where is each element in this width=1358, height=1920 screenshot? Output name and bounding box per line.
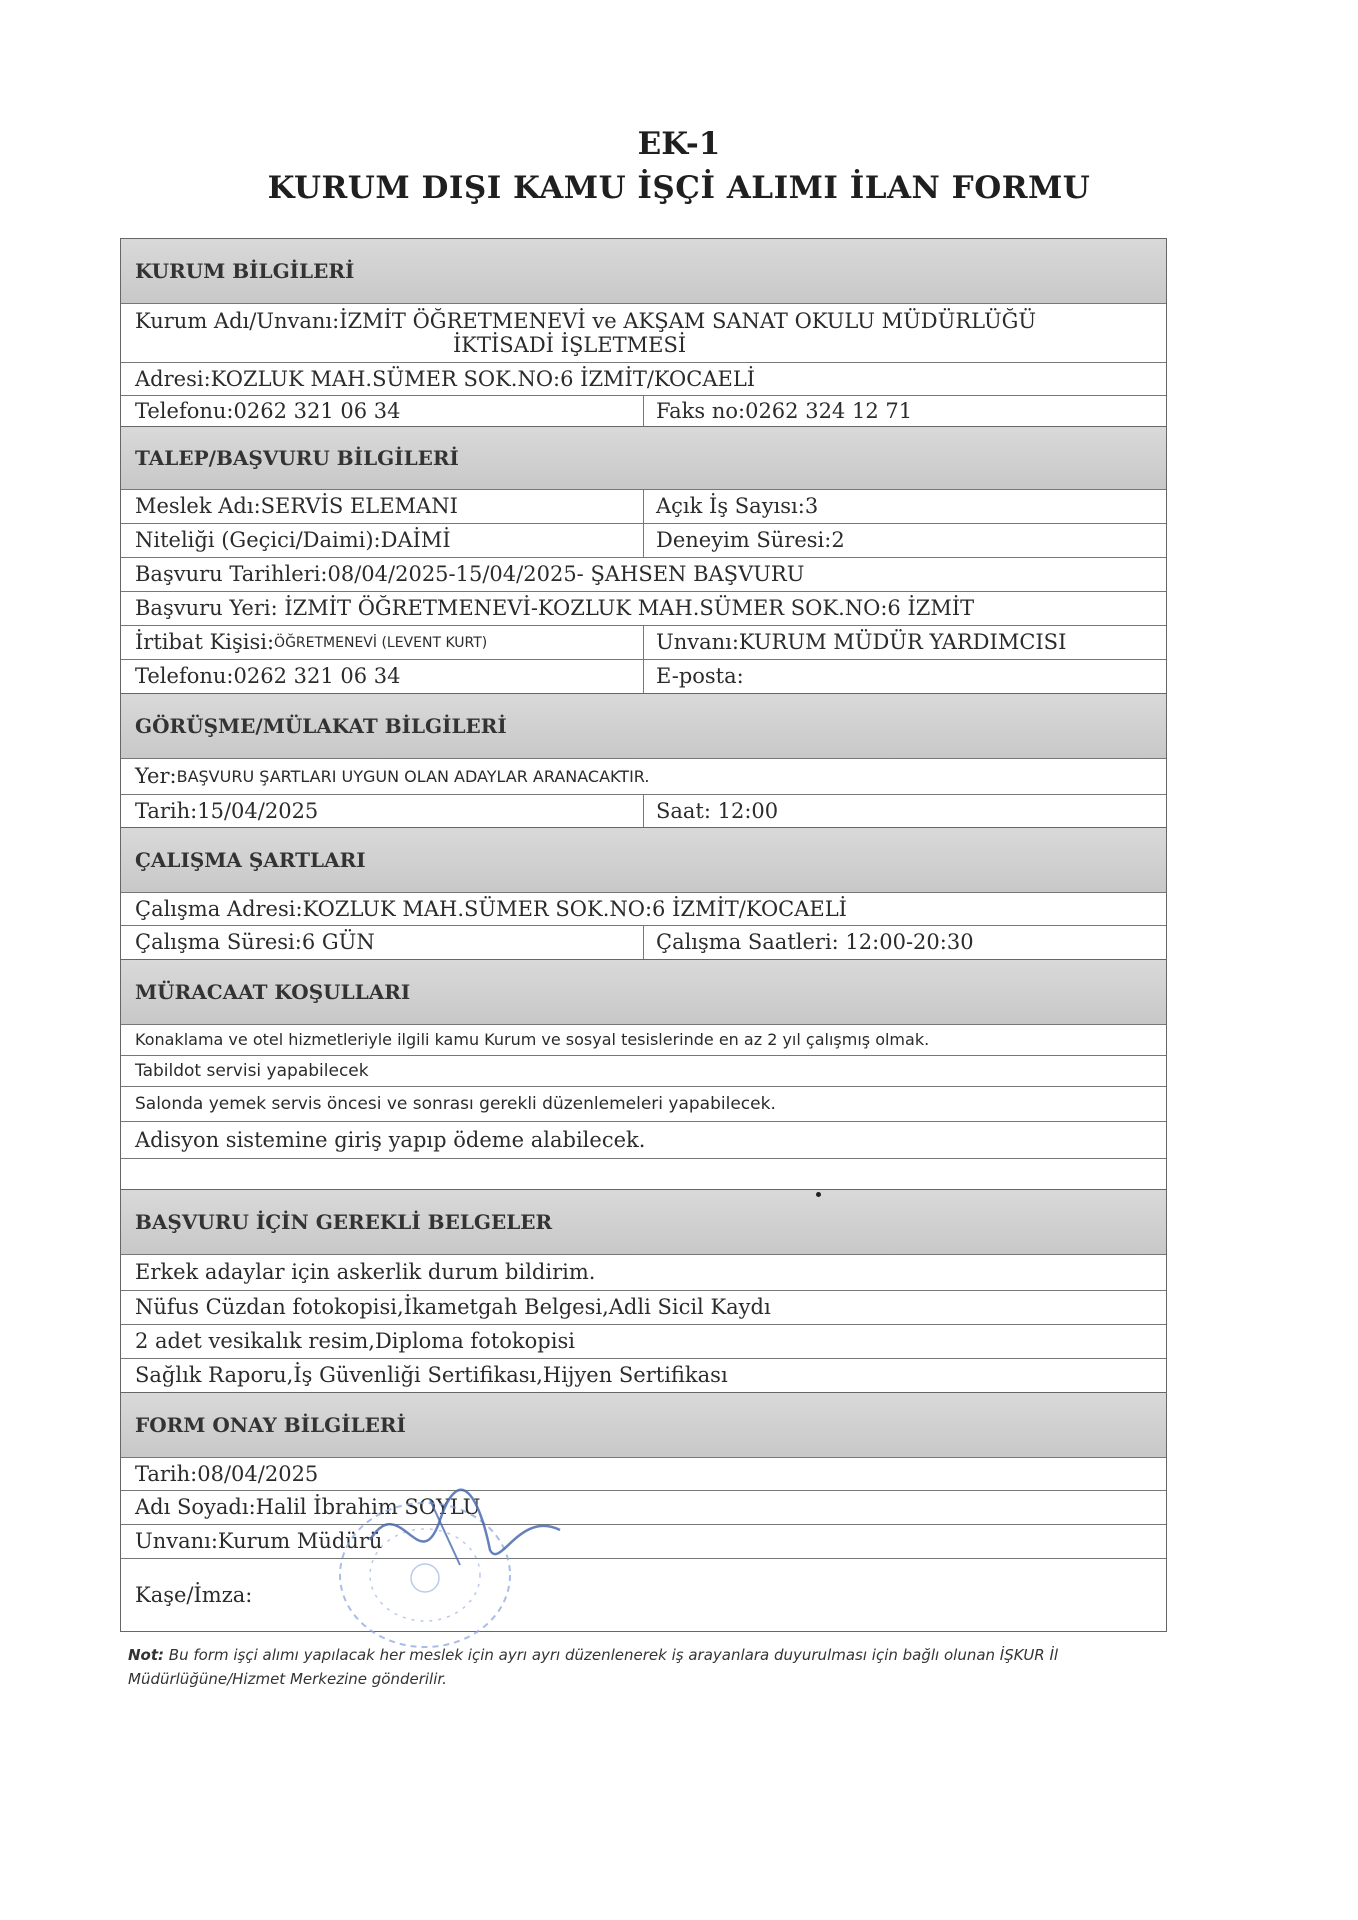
kurum-adi-cell: [121, 304, 1166, 362]
basvuru-tarihleri: Başvuru Tarihleri:08/04/2025-15/04/2025- ŞAHSEN BAŞVURU: [135, 562, 805, 586]
irtibat-unvani: Unvanı:KURUM MÜDÜR YARDIMCISI: [656, 630, 1067, 654]
section-muracaat-kosullari: MÜRACAAT KOŞULLARI: [121, 959, 1166, 1024]
belge-row-2: [121, 1290, 1166, 1324]
section-calisma-sartlari: ÇALIŞMA ŞARTLARI: [121, 827, 1166, 892]
irtibat-label: İrtibat Kişisi:: [135, 630, 275, 654]
belge-item: Sağlık Raporu,İş Güvenliği Sertifikası,Hijyen Sertifikası: [135, 1363, 728, 1387]
muracaat-row-2: [121, 1055, 1166, 1086]
talep-row-4: [121, 591, 1166, 625]
irtibat-kisisi: [121, 626, 644, 659]
talep-row-3: [121, 557, 1166, 591]
form-code: EK-1: [637, 126, 721, 162]
kase-imza: Kaşe/İmza:: [135, 1582, 253, 1607]
ink-speck: [816, 1192, 821, 1197]
gorusme-tarih-row: [121, 794, 1166, 827]
gorusme-yer-value: BAŞVURU ŞARTLARI UYGUN OLAN ADAYLAR ARANACAKTIR.: [176, 766, 650, 786]
gorusme-saat: Saat: 12:00: [656, 798, 779, 823]
note-text: Bu form işçi alımı yapılacak her meslek için ayrı ayrı düzenlenerek iş arayanlara duyurulması için bağlı olunan İŞKUR İl Müdürlüğüne/Hizmet Merkezine gönderilir.: [128, 1646, 1059, 1688]
section-talep-basvuru: TALEP/BAŞVURU BİLGİLERİ: [121, 426, 1166, 489]
form-title: KURUM DIŞI KAMU İŞÇİ ALIMI İLAN FORMU: [267, 170, 1091, 206]
empty-cell: [121, 1159, 1166, 1189]
belge-item: Erkek adaylar için askerlik durum bildirim.: [135, 1260, 596, 1284]
muracaat-row-empty: [121, 1158, 1166, 1189]
calisma-adres-row: [121, 892, 1166, 925]
kurum-telefon: Telefonu:0262 321 06 34: [121, 396, 644, 426]
deneyim-suresi: Deneyim Süresi:2: [656, 528, 845, 552]
muracaat-row-4: [121, 1121, 1166, 1158]
signature-mark: [330, 1470, 590, 1590]
irtibat-value: ÖĞRETMENEVİ (LEVENT KURT): [274, 634, 488, 651]
kurum-adres-row: [121, 362, 1166, 395]
signature-stroke: [370, 1490, 560, 1554]
belge-item: 2 adet vesikalık resim,Diploma fotokopisi: [135, 1329, 575, 1353]
muracaat-row-1: [121, 1024, 1166, 1055]
onay-tarih: Tarih:08/04/2025: [135, 1461, 319, 1486]
calisma-adresi: Çalışma Adresi:KOZLUK MAH.SÜMER SOK.NO:6 İZMİT/KOCAELİ: [135, 896, 847, 921]
belge-row-1: [121, 1254, 1166, 1290]
calisma-sure-row: [121, 925, 1166, 959]
muracaat-row-3: [121, 1086, 1166, 1121]
gorusme-tarih: Tarih:15/04/2025: [121, 795, 644, 827]
e-posta: E-posta:: [656, 664, 744, 688]
muracaat-item: Tabildot servisi yapabilecek: [135, 1060, 369, 1081]
footnote: [128, 1643, 1178, 1691]
calisma-saatleri: Çalışma Saatleri: 12:00-20:30: [656, 930, 974, 954]
talep-row-6: [121, 659, 1166, 693]
kurum-adi-line1: Kurum Adı/Unvanı:İZMİT ÖĞRETMENEVİ ve AKŞAM SANAT OKULU MÜDÜRLÜĞÜ: [135, 309, 1037, 333]
kurum-adi-row: [121, 303, 1166, 362]
muracaat-item: Adisyon sistemine giriş yapıp ödeme alabilecek.: [135, 1127, 646, 1152]
onay-unvan-row: [121, 1524, 1166, 1558]
calisma-suresi: Çalışma Süresi:6 GÜN: [121, 926, 644, 959]
acik-is-sayisi: Açık İş Sayısı:3: [656, 494, 819, 518]
section-kurum-bilgileri: KURUM BİLGİLERİ: [121, 239, 1166, 303]
onay-adi-soyadi: Adı Soyadı:Halil İbrahim SOYLU: [135, 1495, 481, 1519]
section-gorusme-mulakat: GÖRÜŞME/MÜLAKAT BİLGİLERİ: [121, 693, 1166, 758]
section-form-onay: FORM ONAY BİLGİLERİ: [121, 1392, 1166, 1457]
kurum-telefon-row: [121, 395, 1166, 426]
gorusme-yer-label: Yer:: [135, 764, 177, 788]
talep-row-5: [121, 625, 1166, 659]
belge-row-3: [121, 1324, 1166, 1358]
onay-kase-row: [121, 1558, 1166, 1631]
kurum-adres: Adresi:KOZLUK MAH.SÜMER SOK.NO:6 İZMİT/KOCAELİ: [135, 366, 756, 391]
ilan-form-table: [120, 238, 1167, 1632]
note-label: Not:: [128, 1646, 165, 1664]
muracaat-item: Konaklama ve otel hizmetleriyle ilgili kamu Kurum ve sosyal tesislerinde en az 2 yıl çalışmış olmak.: [135, 1030, 930, 1049]
gorusme-yer: [121, 759, 1166, 794]
meslek-adi: Meslek Adı:SERVİS ELEMANI: [121, 490, 644, 523]
basvuru-yeri: Başvuru Yeri: İZMİT ÖĞRETMENEVİ-KOZLUK MAH.SÜMER SOK.NO:6 İZMİT: [135, 596, 975, 620]
kurum-adi-line2: İKTİSADİ İŞLETMESİ: [453, 333, 687, 357]
onay-unvani: Unvanı:Kurum Müdürü: [135, 1529, 383, 1553]
talep-telefon: Telefonu:0262 321 06 34: [121, 660, 644, 693]
section-gerekli-belgeler: BAŞVURU İÇİN GEREKLİ BELGELER: [121, 1189, 1166, 1254]
belge-item: Nüfus Cüzdan fotokopisi,İkametgah Belgesi,Adli Sicil Kaydı: [135, 1295, 771, 1319]
onay-tarih-row: [121, 1457, 1166, 1490]
talep-row-1: [121, 489, 1166, 523]
gorusme-yer-row: [121, 758, 1166, 794]
kurum-faks: Faks no:0262 324 12 71: [656, 398, 913, 423]
belge-row-4: [121, 1358, 1166, 1392]
muracaat-item: Salonda yemek servis öncesi ve sonrası gerekli düzenlemeleri yapabilecek.: [135, 1093, 776, 1114]
talep-row-2: [121, 523, 1166, 557]
onay-adi-row: [121, 1490, 1166, 1524]
niteligi: Niteliği (Geçici/Daimi):DAİMİ: [121, 524, 644, 557]
